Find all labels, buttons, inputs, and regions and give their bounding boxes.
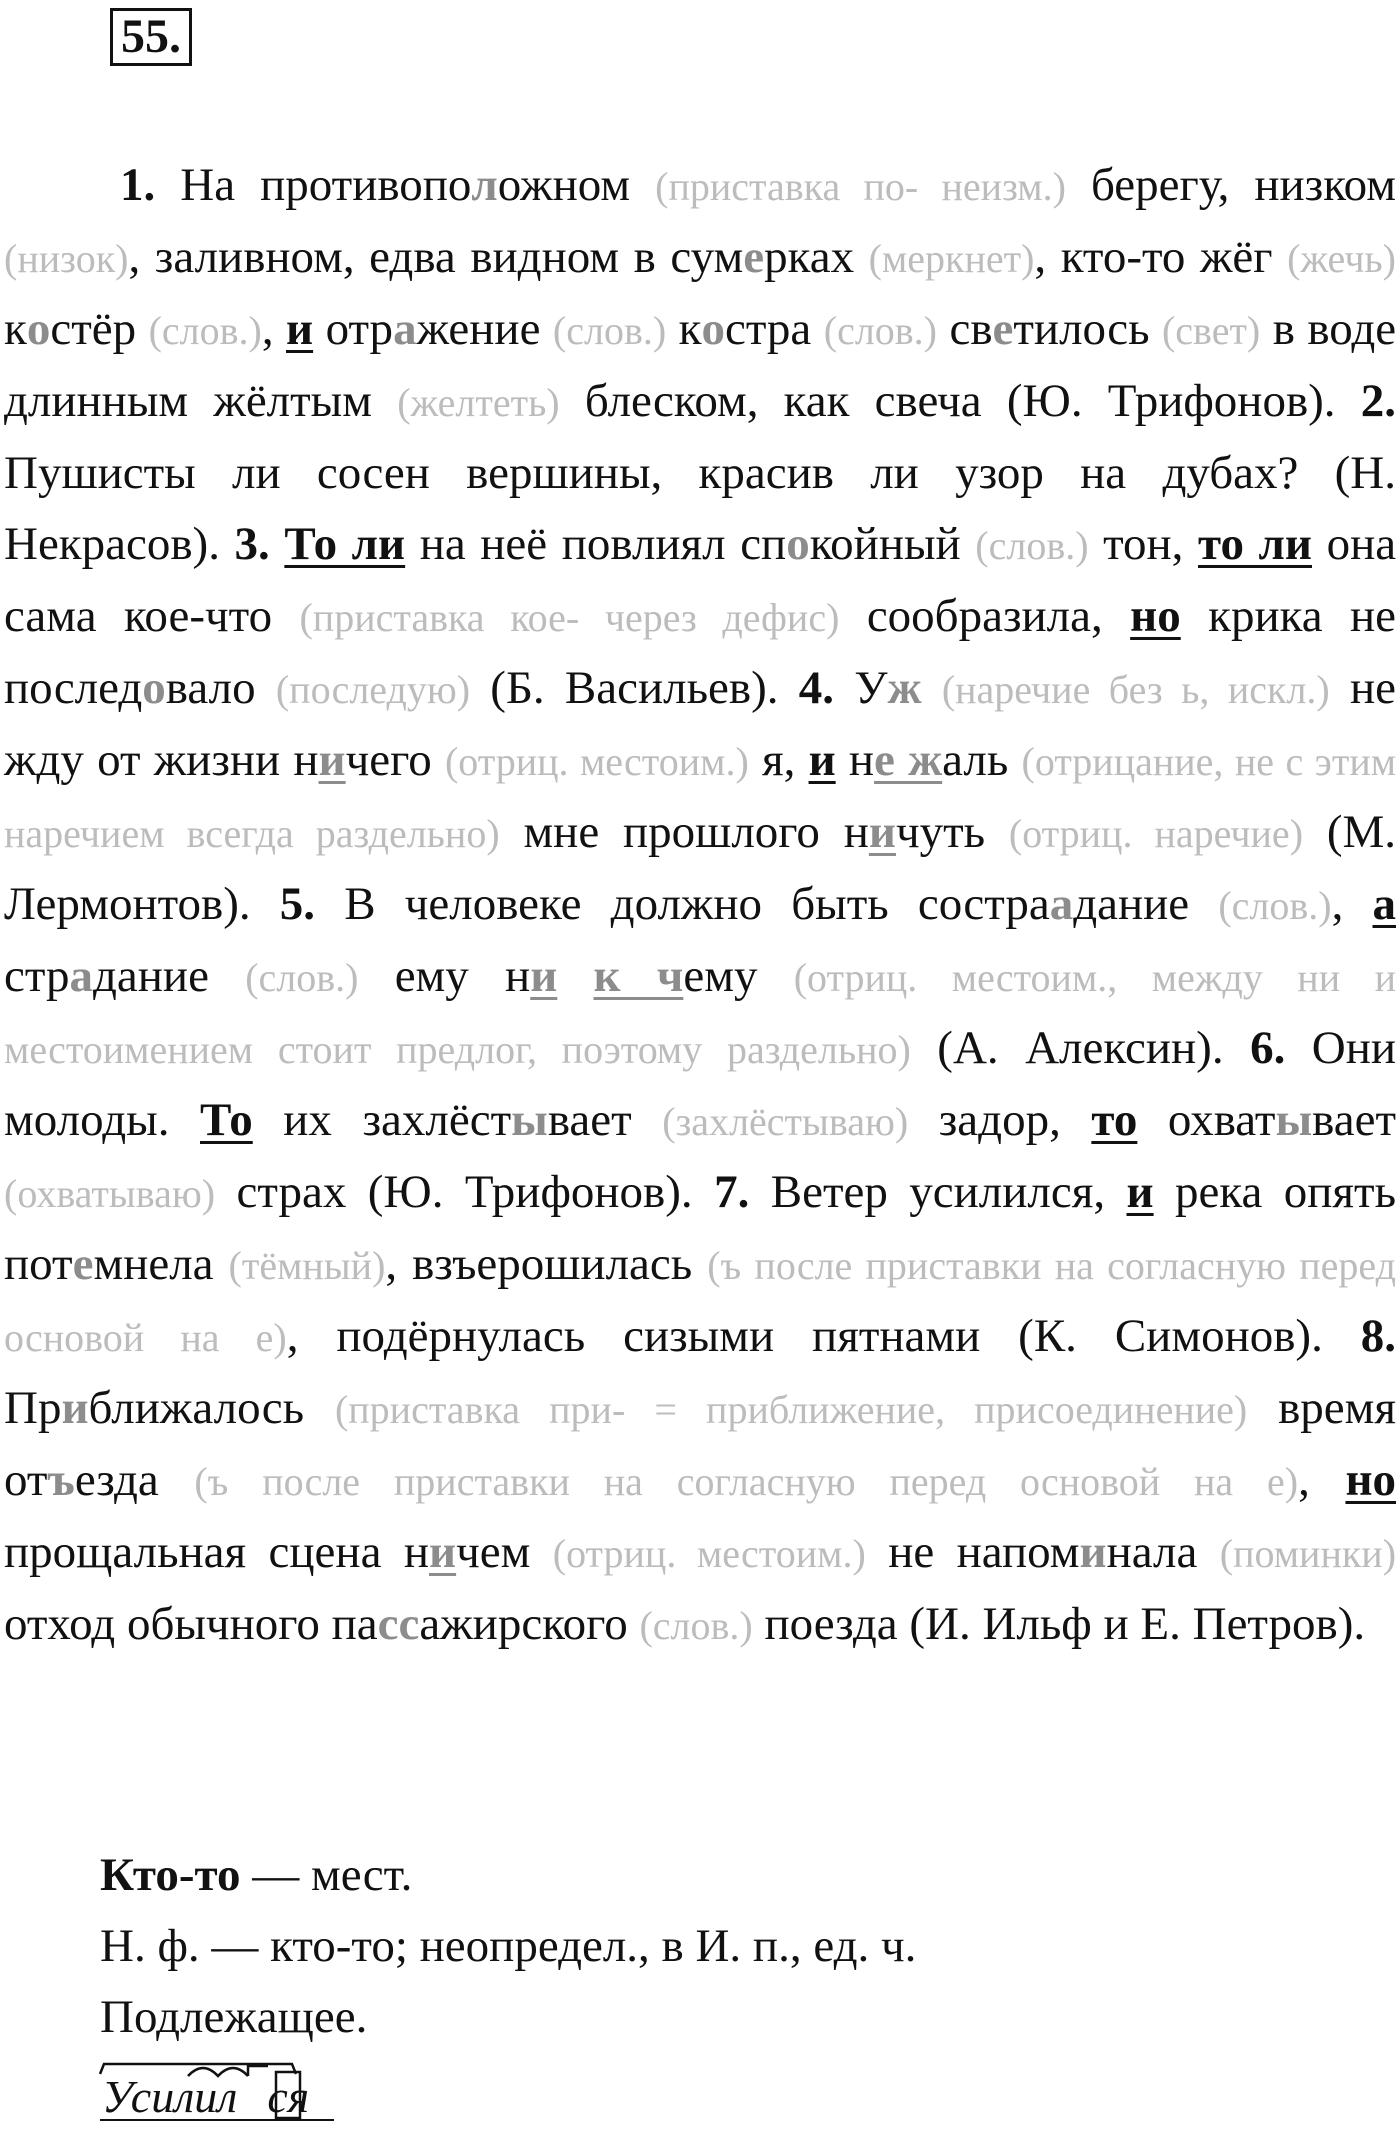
text-fragment: отр: [325, 303, 394, 355]
hint: (жечь): [1287, 236, 1396, 281]
text-fragment: стёр: [50, 303, 137, 355]
vowel-highlight: а: [69, 950, 93, 1002]
text-fragment: (Б. Васильев).: [490, 662, 779, 714]
text-fragment: тилось: [1013, 303, 1150, 355]
text-fragment: отход обычного па: [4, 1598, 378, 1650]
hint: (захлёстываю): [662, 1099, 909, 1144]
text-fragment: задор,: [938, 1094, 1061, 1146]
vowel-highlight: е: [992, 303, 1014, 355]
text-fragment: ерошилась: [476, 1238, 693, 1290]
text-fragment: не напом: [888, 1526, 1080, 1578]
text-fragment: дание: [92, 950, 209, 1002]
conjunction: и: [808, 734, 836, 786]
morpheme-word-part: ся: [267, 2071, 310, 2122]
vowel-highlight: и: [61, 1382, 89, 1434]
morpheme-word-part: Усилил: [102, 2071, 238, 2122]
hint: (приставка при- = приближение, присоединение): [334, 1387, 1248, 1432]
text-fragment: на неё повлиял сп: [419, 518, 787, 570]
text-fragment: нала: [1106, 1526, 1198, 1578]
vowel-highlight: е ж: [874, 734, 943, 786]
text-fragment: Пушисты ли сосен вершины, красив ли узор на дубах? (Н. Некрасов).: [4, 447, 1396, 570]
text-fragment: я,: [761, 734, 796, 786]
text-fragment: У: [854, 662, 888, 714]
text-fragment: , взъ: [385, 1238, 477, 1290]
vowel-highlight: и: [318, 734, 346, 786]
analysis-line-3: Подлежащее.: [100, 1991, 368, 2043]
text-fragment: рках: [764, 231, 855, 283]
vowel-highlight: о: [142, 662, 166, 714]
conjunction: То ли: [284, 518, 406, 570]
text-fragment: (М. Лермонтов).: [4, 806, 1397, 930]
vowel-highlight: и: [530, 950, 558, 1002]
hint: (отриц. местоим.): [444, 739, 749, 784]
hint: (отриц. местоим.): [552, 1531, 866, 1576]
vowel-highlight: ы: [1275, 1094, 1313, 1146]
vowel-highlight: а: [1049, 878, 1074, 930]
vowel-highlight: о: [786, 518, 810, 570]
text-fragment: езда: [74, 1454, 159, 1506]
text-fragment: св: [949, 303, 993, 355]
text-fragment: Они молоды.: [4, 1022, 1397, 1146]
vowel-highlight: ж: [887, 662, 922, 714]
hint: (ъ после приставки на согласную перед основой на е): [4, 1243, 1396, 1360]
text-fragment: койный: [809, 518, 961, 570]
hint: (отриц. местоим., между ни и местоимением стоит предлог, поэтому раздельно): [4, 955, 1397, 1072]
sentence-number: 1.: [120, 159, 156, 211]
text-fragment: мне прошлого: [523, 806, 820, 858]
text-fragment: ближалось: [88, 1382, 305, 1434]
text-fragment: , кто-то жёг: [1034, 231, 1273, 283]
text-fragment: , заливном, едва видном в сум: [128, 231, 744, 283]
sentence-number: 5.: [279, 878, 316, 930]
text-fragment: ему н: [394, 950, 531, 1002]
morpheme-word: [102, 2070, 309, 2123]
sentence-number: 3.: [234, 518, 270, 570]
vowel-highlight: ъ: [47, 1454, 75, 1506]
text-fragment: стра: [724, 303, 812, 355]
text-fragment: время от: [4, 1382, 1397, 1506]
text-fragment: тон,: [1103, 518, 1184, 570]
word-analysis: [100, 1840, 1300, 2053]
text-fragment: ожном: [497, 159, 631, 211]
hint: (охватываю): [4, 1171, 216, 1216]
text-fragment: вало: [165, 662, 256, 714]
text-fragment: н: [848, 734, 875, 786]
sentence-number: 2.: [1360, 375, 1396, 427]
vowel-highlight: а: [393, 303, 417, 355]
text-fragment: не жду от жизни н: [4, 662, 1397, 786]
vowel-highlight: сс: [377, 1598, 420, 1650]
text-fragment: (А. Алексин).: [937, 1022, 1224, 1074]
text-fragment: ,: [261, 303, 274, 355]
vowel-highlight: о: [701, 303, 725, 355]
sentence-number: 8.: [1360, 1310, 1396, 1362]
hint: (последую): [275, 667, 471, 712]
hint: (слов.): [823, 308, 937, 353]
hint: (отриц. наречие): [1008, 811, 1304, 856]
analysis-line-2: Н. ф. — кто-то; неопредел., в И. п., ед. ч.: [100, 1920, 917, 1972]
vowel-highlight: и: [429, 1526, 457, 1578]
vowel-highlight: о: [26, 303, 51, 355]
text-fragment: берегу, низком: [1090, 159, 1397, 211]
analysis-text: — мест.: [240, 1849, 413, 1901]
text-fragment: дание: [1073, 878, 1190, 930]
hint: (поминки): [1219, 1531, 1397, 1576]
text-fragment: , подёрнулась сизыми пятнами (К. Симонов).: [286, 1310, 1323, 1362]
text-fragment: она сама кое-что: [4, 518, 1397, 642]
text-fragment: н: [843, 806, 869, 858]
conjunction: то ли: [1198, 518, 1312, 570]
text-fragment: вает: [547, 1094, 632, 1146]
hint: (низок): [4, 236, 129, 281]
hint: (тёмный): [228, 1243, 386, 1288]
exercise-number: 55.: [110, 8, 192, 66]
text-fragment: страх (Ю. Трифонов).: [236, 1166, 693, 1218]
hint: (наречие без ь, искл.): [941, 667, 1330, 712]
hint: (слов.): [148, 308, 262, 353]
text-fragment: охват: [1167, 1094, 1276, 1146]
vowel-highlight: е: [743, 231, 765, 283]
sentence-number: 6.: [1250, 1022, 1286, 1074]
text-fragment: сообразила,: [866, 590, 1103, 642]
hint: (слов.): [1218, 883, 1332, 928]
hint: (желтеть): [397, 380, 560, 425]
hint: (слов.): [639, 1603, 753, 1648]
hint: (ъ после приставки на согласную перед основой на е): [194, 1459, 1299, 1504]
vowel-highlight: к ч: [593, 950, 684, 1002]
hint: (свет): [1161, 308, 1261, 353]
text-fragment: чего: [345, 734, 432, 786]
hint: (отрицание, не с этим наречием всегда раздельно): [4, 739, 1397, 856]
hint: (приставка по- неизм.): [655, 164, 1066, 209]
hint: (меркнет): [868, 236, 1035, 281]
text-fragment: река опять пот: [4, 1166, 1397, 1290]
text-fragment: вает: [1312, 1094, 1396, 1146]
vowel-highlight: ы: [511, 1094, 548, 1146]
hint: (приставка кое- через дефис): [299, 595, 840, 640]
text-fragment: поезда (И. Ильф и Е. Петров).: [764, 1598, 1366, 1650]
text-fragment: блеском, как свеча (Ю. Трифонов).: [584, 375, 1336, 427]
text-fragment: жение: [416, 303, 541, 355]
conjunction: То: [200, 1094, 253, 1146]
vowel-highlight: л: [471, 159, 498, 211]
hint: (слов.): [975, 523, 1089, 568]
text-fragment: ажирского: [419, 1598, 628, 1650]
text-fragment: их захлёст: [283, 1094, 512, 1146]
hint: (слов.): [245, 955, 359, 1000]
analysis-term: Кто-то: [100, 1849, 241, 1901]
conjunction: но: [1345, 1454, 1397, 1506]
conjunction: то: [1091, 1094, 1138, 1146]
text-fragment: к: [4, 303, 27, 355]
text-fragment: ему: [683, 950, 758, 1002]
text-fragment: ,: [1298, 1454, 1310, 1506]
text-fragment: чем: [456, 1526, 531, 1578]
exercise-text: 1. На противоположном (приставка по- неизм.) берегу, низком (низок), заливном, едва видном в сумерках (меркнет), кто-то жёг (жечь) костёр (слов.), и отражение (слов.) костра (слов.) светилось (свет) в воде длинным жёлтым (желтеть) блеском, как свеча (Ю. Трифонов). 2. Пушисты ли сосен вершины, красив ли узор на дубах? (Н. Некрасов). 3. То ли на неё повлиял спокойный (слов.) тон, то ли она сама кое-что (приставка кое- через дефис) сообразила, но крика не последовало (последую) (Б. Васильев). 4. Уж (наречие без ь, искл.) не жду от жизни ничего (отриц. местоим.) я, и не жаль (отрицание, не с этим наречием всегда раздельно) мне прошлого ничуть (отриц. наречие) (М. Лермонтов). 5. В человеке должно быть сострaадание (слов.), а страдание (слов.) ему ни к чему (отриц. местоим., между ни и местоимением стоит предлог, поэтому раздельно) (А. Алексин). 6. Они молоды. То их захлёстывает (захлёстываю) задор, то охватывает (охватываю) страх (Ю. Трифонов). 7. Ветер усилился, и река опять потемнела (тёмный), взъерошилась (ъ после приставки на согласную перед основой на е), подёрнулась сизыми пятнами (К. Симонов). 8. Приближалось (приставка при- = приближение, присоединение) время отъезда (ъ после приставки на согласную перед основой на е), но прощальная сцена ничем (отриц. местоим.) не напоминала (поминки) отход обычного пассажирского (слов.) поезда (И. Ильф и Е. Петров).: [4, 159, 1397, 1650]
conjunction: и: [1126, 1166, 1154, 1218]
conjunction: и: [286, 303, 314, 355]
hint: (слов.): [552, 308, 667, 353]
text-fragment: аль: [942, 734, 1009, 786]
text-fragment: мнела: [93, 1238, 214, 1290]
sentence-number: 7.: [714, 1166, 750, 1218]
text-fragment: к: [678, 303, 702, 355]
sentence-number: 4.: [798, 662, 834, 714]
text-fragment: Ветер усилился,: [770, 1166, 1106, 1218]
text-fragment: Пр: [4, 1382, 62, 1434]
conjunction: а: [1372, 878, 1397, 930]
text-fragment: прощальная сцена н: [4, 1526, 429, 1578]
analysis-line-1: [100, 1840, 1300, 1911]
vowel-highlight: и: [1079, 1526, 1107, 1578]
text-fragment: чуть: [895, 806, 986, 858]
vowel-highlight: е: [72, 1238, 94, 1290]
text-fragment: На противопо: [180, 159, 472, 211]
conjunction: но: [1130, 590, 1181, 642]
text-fragment: стр: [4, 950, 70, 1002]
text-fragment: В человеке должно быть сострa: [344, 878, 1050, 930]
text-fragment: крика не послед: [4, 590, 1397, 714]
vowel-highlight: и: [868, 806, 896, 858]
text-fragment: в воде длинным жёлтым: [4, 303, 1397, 427]
